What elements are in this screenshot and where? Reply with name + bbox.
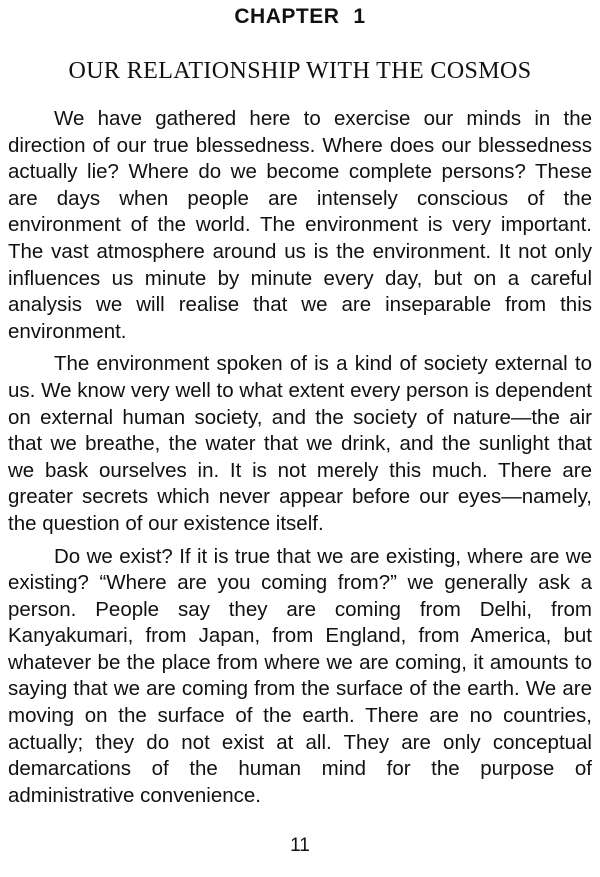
chapter-title: OUR RELATIONSHIP WITH THE COSMOS	[68, 58, 532, 84]
paragraph: The environment spoken of is a kind of society external to us. We know very well to what extent every person is dependent on external human society, and the society of nature—the air that we breathe, the water that we drink, and the sunlight that we bask ourselves in. It is not merely this much. There are greater secrets which never appear before our eyes—namely, the question of our existence itself.	[8, 352, 592, 535]
chapter-heading	[0, 4, 600, 30]
body-text	[8, 106, 592, 815]
chapter-number: 1	[353, 5, 366, 28]
paragraph: Do we exist? If it is true that we are existing, where are we existing? “Where are you coming from?” we generally ask a person. People say they are coming from Delhi, from Kanyakumari, from Japan, from England, from America, but whatever be the place from where we are coming, it amounts to saying that we are coming from the surface of the earth. We are moving on the surface of the earth. There are no countries, actually; they do not exist at all. They are only conceptual demarcations of the human mind for the purpose of administrative convenience.	[8, 544, 592, 807]
page-number: 11	[290, 835, 310, 856]
paragraph: We have gathered here to exercise our minds in the direction of our true blessedness. Where does our blessedness actually lie? Where do we become complete persons? These are days when people are intensely conscious of the environment of the world. The environment is very important. The vast atmosphere around us is the environment. It not only influences us minute by minute every day, but on a careful analysis we will realise that we are inseparable from this environment.	[8, 107, 592, 343]
chapter-word: CHAPTER	[234, 5, 340, 28]
